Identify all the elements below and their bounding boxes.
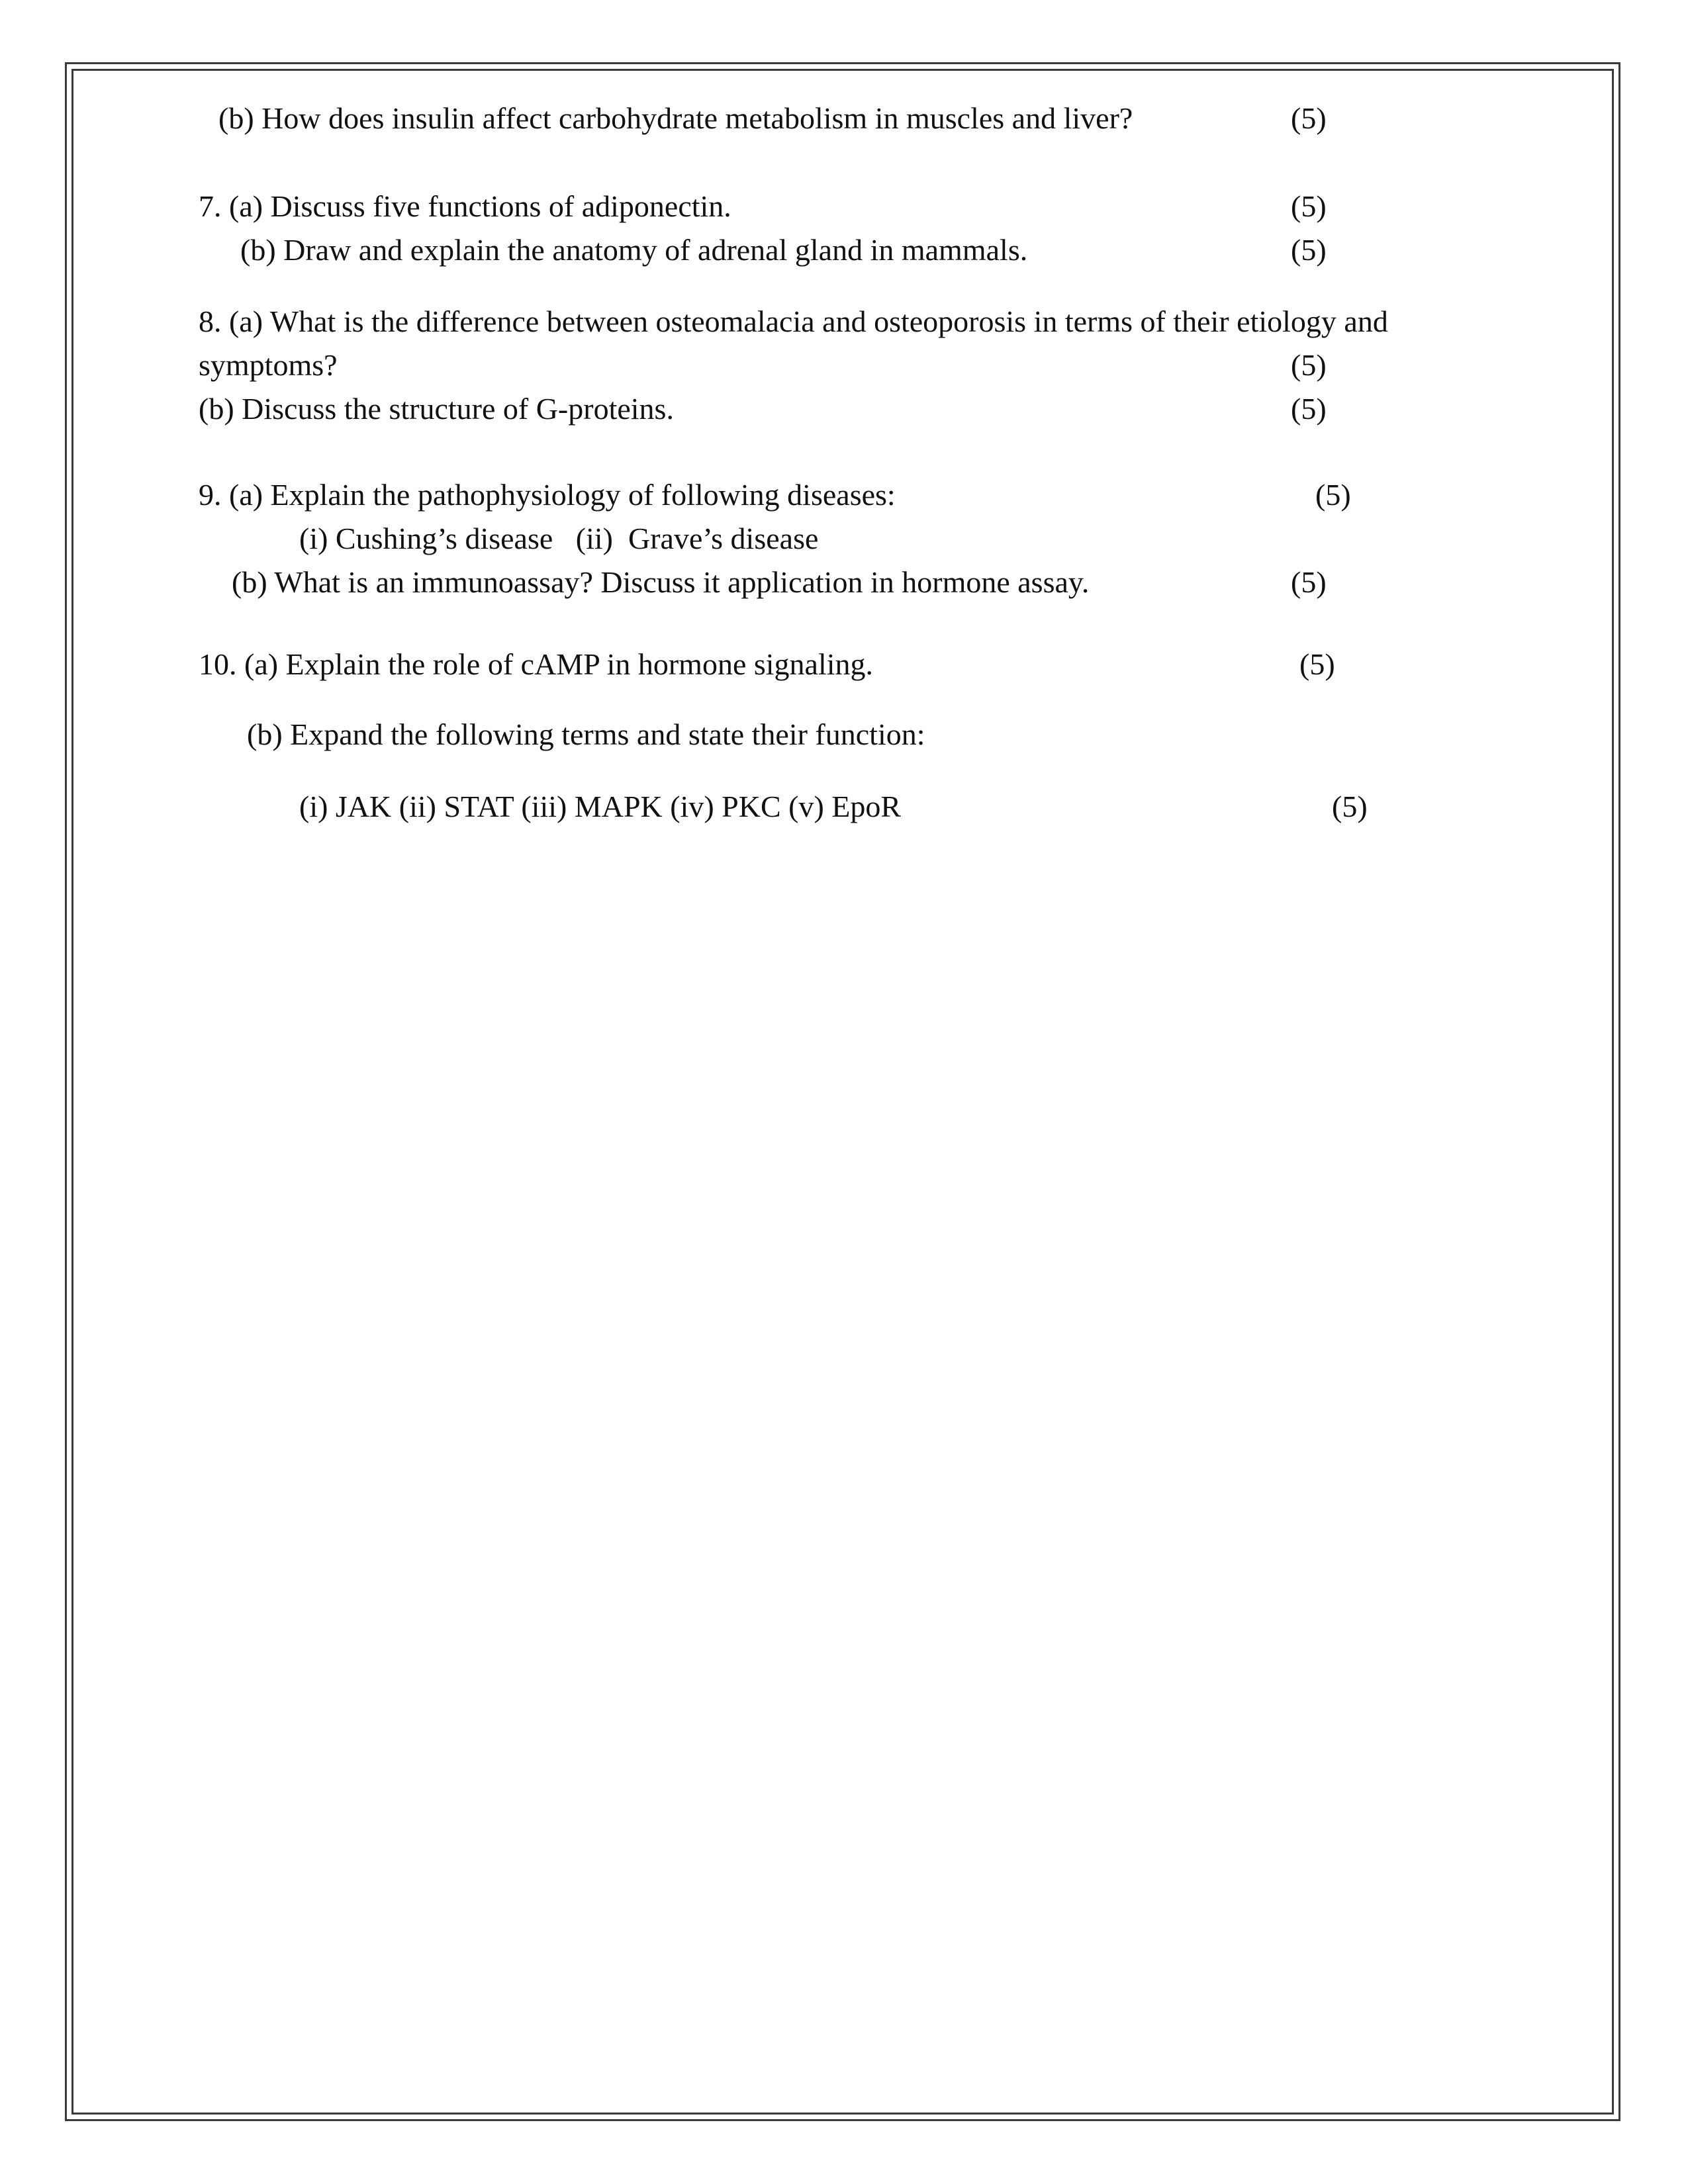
- question-8b-marks: (5): [1291, 392, 1327, 426]
- question-10b-subitems: (i) JAK (ii) STAT (iii) MAPK (iv) PKC (v) EpoR: [299, 790, 902, 823]
- question-9a-marks: (5): [1315, 478, 1351, 512]
- question-6b-text: (b) How does insulin affect carbohydrate metabolism in muscles and liver?: [218, 101, 1133, 135]
- question-8a-line1: 8. (a) What is the difference between osteomalacia and osteoporosis in terms of their etiology and: [199, 304, 1388, 338]
- question-6b-marks: (5): [1291, 101, 1327, 135]
- question-8a-marks: (5): [1291, 348, 1327, 382]
- question-10a-marks: (5): [1299, 647, 1335, 681]
- question-9a-subitems: (i) Cushing’s disease (ii) Grave’s disease: [299, 522, 819, 555]
- question-7a-text: 7. (a) Discuss five functions of adiponectin.: [199, 189, 731, 223]
- question-9a-text: 9. (a) Explain the pathophysiology of following diseases:: [199, 478, 896, 512]
- question-9b-text: (b) What is an immunoassay? Discuss it application in hormone assay.: [232, 565, 1090, 599]
- question-10b-marks: (5): [1332, 790, 1368, 823]
- question-7b-text: (b) Draw and explain the anatomy of adrenal gland in mammals.: [240, 233, 1028, 267]
- question-10b-text: (b) Expand the following terms and state their function:: [247, 717, 925, 751]
- question-10a-text: 10. (a) Explain the role of cAMP in hormone signaling.: [199, 647, 874, 681]
- question-7b-marks: (5): [1291, 233, 1327, 267]
- question-8b-text: (b) Discuss the structure of G-proteins.: [199, 392, 674, 426]
- question-7a-marks: (5): [1291, 189, 1327, 223]
- question-9b-marks: (5): [1291, 565, 1327, 599]
- question-8a-line2: symptoms?: [199, 348, 338, 382]
